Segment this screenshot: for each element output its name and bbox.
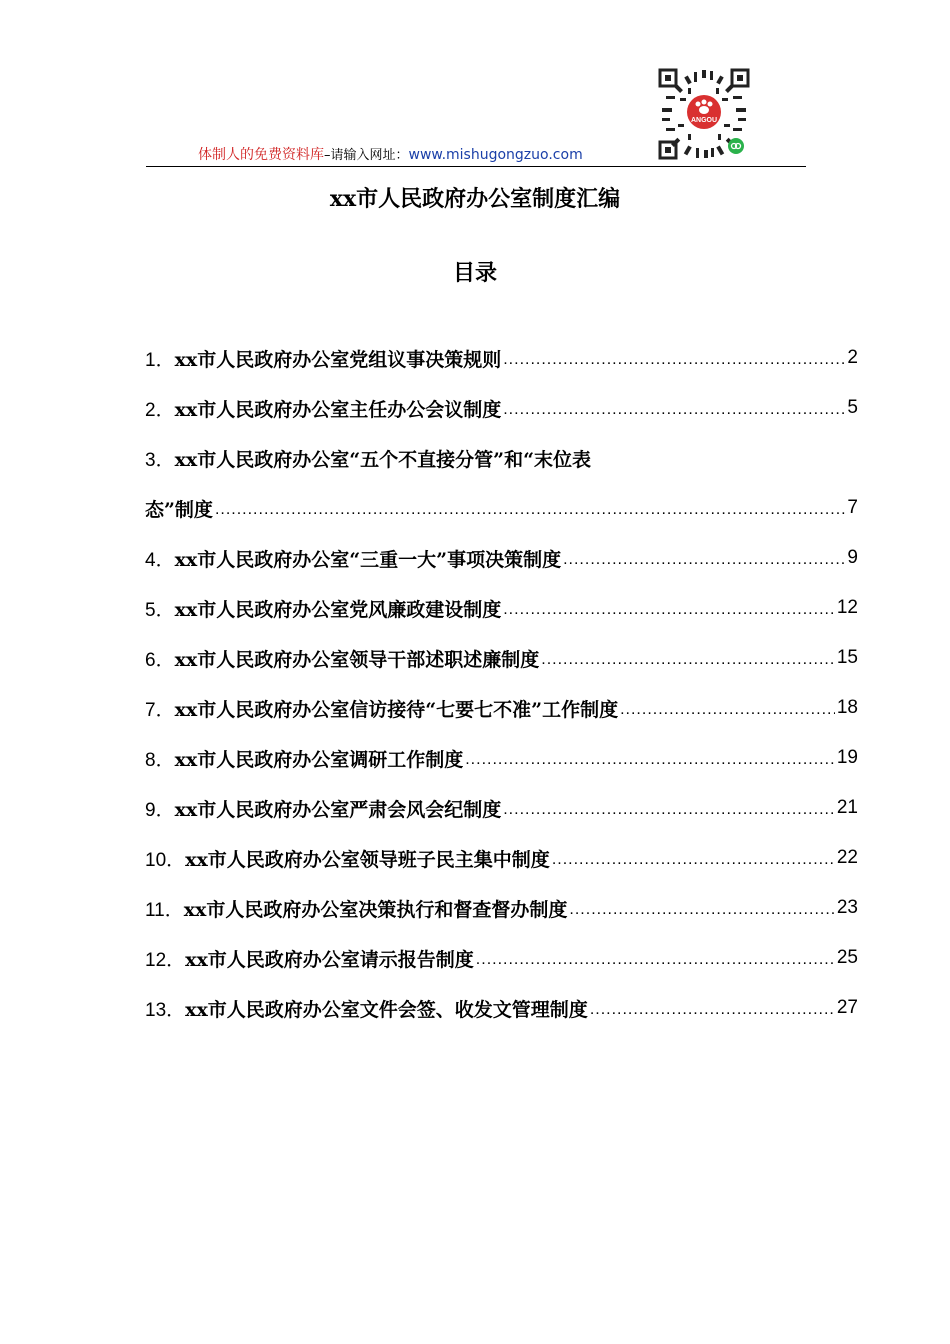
toc-entry-title: xx市人民政府办公室“五个不直接分管”和“末位表	[174, 448, 592, 471]
header-separator: –请输入网址：	[324, 148, 409, 163]
toc-leader-dots	[503, 797, 835, 819]
toc-entry-page: 18	[836, 697, 858, 718]
toc-entry-title: xx市人民政府办公室“三重一大”事项决策制度	[174, 548, 562, 571]
toc-entry[interactable]	[145, 733, 858, 783]
toc-leader-dots	[503, 397, 845, 419]
header-divider	[146, 166, 806, 167]
toc-entry-title: xx市人民政府办公室领导干部述职述廉制度	[174, 648, 540, 671]
table-of-contents	[145, 333, 858, 1033]
toc-entry-number: 8．	[145, 749, 175, 771]
toc-entry[interactable]	[145, 433, 858, 533]
toc-entry-number: 12．	[145, 949, 186, 971]
toc-entry[interactable]	[145, 933, 858, 983]
toc-leader-dots	[215, 497, 845, 519]
toc-entry-page: 9	[847, 547, 858, 568]
header-brand: 体制人的免费资料库	[198, 147, 324, 163]
toc-entry-page: 23	[836, 897, 858, 918]
toc-entry-page: 25	[836, 947, 858, 968]
toc-entry[interactable]	[145, 783, 858, 833]
toc-leader-dots	[476, 947, 835, 969]
toc-leader-dots	[465, 747, 835, 769]
header-text	[198, 144, 583, 164]
toc-entry-page: 19	[836, 747, 858, 768]
toc-entry-number: 13．	[145, 999, 186, 1021]
qr-code-icon	[658, 68, 750, 160]
svg-text:ANGOU: ANGOU	[690, 117, 718, 124]
toc-entry-page: 21	[836, 797, 858, 818]
toc-entry-number: 10．	[145, 849, 186, 871]
toc-entry-title: xx市人民政府办公室主任办公会议制度	[174, 398, 502, 421]
toc-entry-title: xx市人民政府办公室决策执行和督查督办制度	[183, 898, 568, 921]
toc-entry-page: 22	[836, 847, 858, 868]
toc-entry[interactable]	[145, 533, 858, 583]
toc-entry-title: xx市人民政府办公室信访接待“七要七不准”工作制度	[174, 698, 619, 721]
toc-entry-number: 2．	[145, 399, 175, 421]
toc-entry-title: xx市人民政府办公室严肃会风会纪制度	[174, 798, 502, 821]
toc-entry[interactable]	[145, 633, 858, 683]
toc-entry-title: xx市人民政府办公室请示报告制度	[185, 948, 474, 971]
toc-entry-number: 11．	[145, 899, 184, 921]
toc-leader-dots	[541, 647, 835, 669]
toc-entry-title: xx市人民政府办公室领导班子民主集中制度	[185, 848, 550, 871]
toc-entry-page: 5	[847, 397, 858, 418]
toc-entry-page: 27	[836, 997, 858, 1018]
toc-entry-title: xx市人民政府办公室调研工作制度	[174, 748, 464, 771]
toc-entry-number: 9．	[145, 799, 175, 821]
toc-entry[interactable]	[145, 883, 858, 933]
toc-entry-page: 12	[836, 597, 858, 618]
toc-leader-dots	[552, 847, 835, 869]
toc-entry-number: 4．	[145, 549, 175, 571]
toc-leader-dots	[620, 697, 835, 719]
toc-leader-dots	[569, 897, 834, 919]
toc-entry-number: 3．	[145, 449, 175, 471]
toc-entry-title-continued: 态”制度	[145, 498, 213, 521]
toc-entry[interactable]	[145, 333, 858, 383]
toc-entry-page: 2	[847, 347, 858, 368]
toc-entry-number: 6．	[145, 649, 175, 671]
toc-entry[interactable]	[145, 383, 858, 433]
toc-entry[interactable]	[145, 833, 858, 883]
document-title: xx市人民政府办公室制度汇编	[329, 186, 621, 212]
header-url-link[interactable]: www.mishugongzuo.com	[408, 147, 583, 163]
toc-leader-dots	[563, 547, 845, 569]
toc-entry-title: xx市人民政府办公室文件会签、收发文管理制度	[185, 998, 588, 1021]
toc-entry-title: xx市人民政府办公室党组议事决策规则	[174, 348, 502, 371]
toc-leader-dots	[590, 997, 835, 1019]
toc-entry-number: 7．	[145, 699, 175, 721]
toc-entry-number: 5．	[145, 599, 175, 621]
toc-entry-title: xx市人民政府办公室党风廉政建设制度	[174, 598, 502, 621]
toc-entry[interactable]	[145, 683, 858, 733]
toc-leader-dots	[503, 597, 835, 619]
toc-entry[interactable]	[145, 583, 858, 633]
toc-leader-dots	[503, 347, 845, 369]
toc-heading: 目录	[452, 260, 497, 286]
toc-entry-page: 15	[836, 647, 858, 668]
toc-entry-number: 1．	[145, 349, 175, 371]
toc-entry[interactable]	[145, 983, 858, 1033]
toc-entry-page: 7	[847, 497, 858, 518]
